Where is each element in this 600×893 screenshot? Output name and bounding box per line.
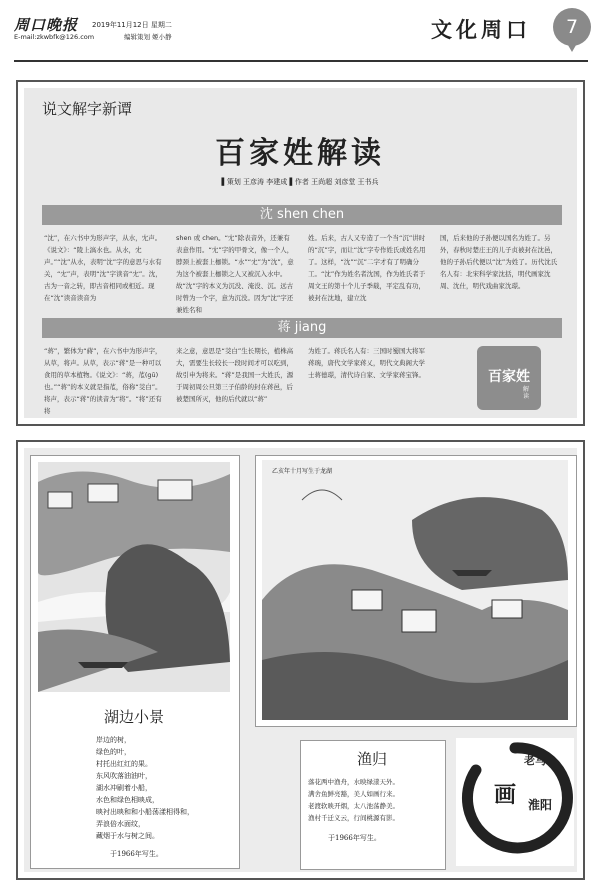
badge-right-text: 淮阳 xyxy=(528,798,553,812)
left-poem xyxy=(96,734,226,842)
page-number-badge: 7 xyxy=(553,8,591,46)
poem-line: 水色和绿色相映成， xyxy=(96,796,159,804)
fishing-return-painting xyxy=(262,460,568,720)
poem-line: 绿色的叶， xyxy=(96,748,131,756)
jiang-column-2: 来之意，意思是“茭白”生长期长，植株高大，需要生长较长一段时间才可以吃到，故引申为将来。“蒋”是我国一大姓氏，源于周初周公旦第三子伯龄的封在蒋邑，后被楚国所灭，他的后代就以“蒋” xyxy=(176,347,294,403)
poem-line: 渔村千迁义云，行间桃源有影。 xyxy=(308,814,399,822)
email: E-mail:zkwbfk@126.com xyxy=(14,33,95,41)
poem-line: 老渡软映开烟，太八池荡静美。 xyxy=(308,802,399,810)
left-poem-date: 于1966年写生。 xyxy=(110,850,163,858)
badge-author-label: 作者： xyxy=(466,778,479,793)
section-title: 文化周口 xyxy=(431,17,531,42)
lakeside-painting xyxy=(38,462,230,692)
jiang-column-1: “蒋”，繁体为“蔣”，在六书中为形声字，从草，将声。从草，表示“蒋”是一种可以食用的草本植物。《说文》：“蒋，苽(gū)也。”“蒋”的本义就是指苽，俗称“茭白”。将声，表示“蒋”的读音为“将”。“将”还有将 xyxy=(44,347,162,415)
section-heading-shen: 沈 shen chen xyxy=(42,205,562,225)
shen-column-1: “沈”，在六书中为形声字，从水，冘声。《说文》：“陵上滈水也。从水，冘声。”“沈”从水，表明“沈”字的意思与水有关，“冘”声，表明“沈”字读音“冘”。沈，古为一音之转，即古音相同或相近。现在“沈”读音读音为 xyxy=(44,234,162,302)
page-number-pointer xyxy=(565,40,579,52)
editors: 编辑策划 姬小静 xyxy=(124,33,172,41)
header-rule xyxy=(14,60,588,62)
painting-inscription: 乙亥年十月写生于龙湖 xyxy=(272,468,333,475)
poem-line: 岸边的树， xyxy=(96,736,131,744)
right-poem xyxy=(308,776,440,824)
masthead: 周口晚报 xyxy=(14,16,79,34)
seal-main-text: 百家姓 xyxy=(488,369,530,385)
article-credits: ▌策划 王彦涛 李建成 ▌作者 王尚超 刘彦堂 王书兵 xyxy=(221,178,379,186)
right-poem-title: 渔归 xyxy=(356,750,387,768)
poem-line: 湖水冲刷着小船， xyxy=(96,784,152,792)
poem-line: 东风吹落油油叶， xyxy=(96,772,152,780)
shen-column-2: shen 或 chen。“冘”除表音外，还兼有表意作用。“冘”字的甲骨文，像一个人，脖颈上被套上枷锁。“水”“冘”为“沈”，意为这个被套上枷锁之人又被沉入水中。故“沈”字的本义为沉没、淹没、沉。远古时曾为一个字，意为沉没。因为“沈”字还兼姓名和 xyxy=(176,234,294,314)
badge-author-name: 夏氏亚 xyxy=(510,844,529,851)
jiang-column-3: 为姓了。蒋氏名人有：三国时蜀国大将军蒋琬，唐代文学家蒋乂，明代文典阁大学士蒋德璟，清代诗自家、文学家蒋宝锋。 xyxy=(308,347,425,379)
section-heading-jiang: 蒋 jiang xyxy=(42,318,562,338)
poem-line: 弄浪倍水面纹， xyxy=(96,820,145,828)
poem-line: 藏烟于水与树之间。 xyxy=(96,832,159,840)
poem-line: 落花两中渔舟，水映绿漾天外。 xyxy=(308,778,399,786)
issue-date: 2019年11月12日 星期二 xyxy=(92,21,172,29)
poem-line: 村托出红红的果。 xyxy=(96,760,152,768)
left-poem-title: 湖边小景 xyxy=(103,708,164,726)
shen-column-4: 国，后来他的子孙便以国名为姓了。另外，春秋时楚庄王的儿子贞被封在沈邑，他的子孙后代便以“沈”为姓了。历代沈氏名人有：北宋科学家沈括，明代画家沈周、沈仕，明代戏曲家沈璟。 xyxy=(440,234,558,290)
poem-line: 映衬出映和和小船荡漾相得和， xyxy=(96,808,194,816)
baijiaxing-seal-logo xyxy=(477,346,541,410)
article-title: 百家姓解读 xyxy=(215,136,385,171)
badge-main-text: 画 xyxy=(494,782,517,808)
poem-line: 满舍鱼鲜亮豁，美人如画行来。 xyxy=(308,790,399,798)
column-title: 说文解字新谭 xyxy=(42,100,133,118)
laoma-hua-huaiyang-badge xyxy=(456,738,574,866)
badge-top-text: 老马 xyxy=(524,754,546,767)
shen-column-3: 姓。后来，古人又专造了一个当“沉”讲时的“沉”字，而让“沈”字专作姓氏或姓名用了。这样，“沈”“沉”二字才有了明确分工。“沈”作为姓名者沈国，作为姓氏者于周文王的第十个儿子季载，平定乱有功，被封在沈地，建立沈 xyxy=(308,234,426,302)
right-poem-date: 于1966年写生。 xyxy=(328,834,381,842)
seal-sub-text: 解读 xyxy=(523,386,530,400)
